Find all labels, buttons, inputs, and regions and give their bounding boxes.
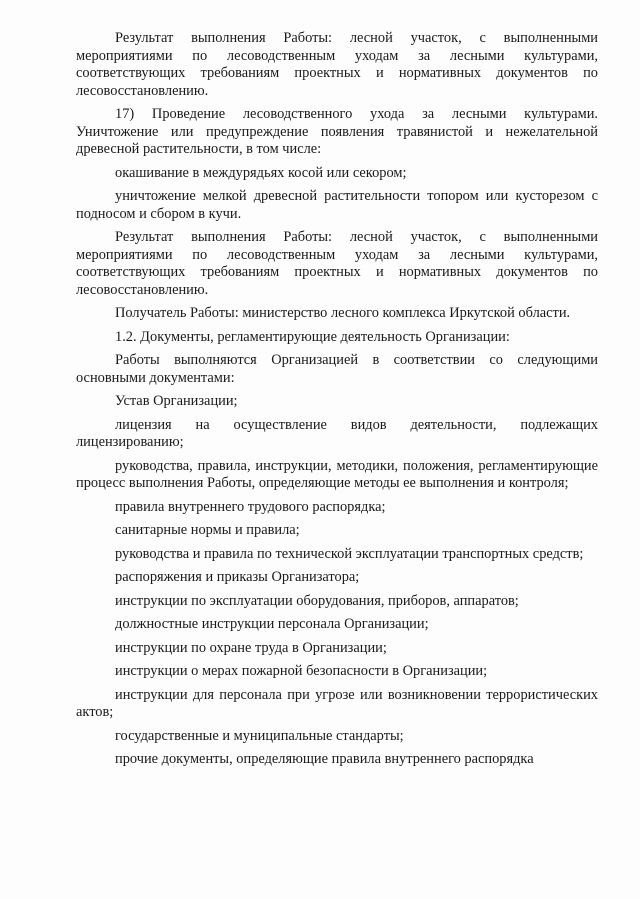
- list-item-standards: государственные и муниципальные стандарты;: [115, 727, 404, 744]
- list-item-labor-safety: инструкции по охране труда в Организации;: [115, 639, 387, 656]
- list-item-license: лицензия на осуществление видов деятельности, подлежащих лицензированию;: [76, 416, 598, 450]
- paragraph-mowing: окашивание в междурядьях косой или секором;: [115, 164, 407, 181]
- list-item-terrorism: инструкции для персонала при угрозе или возникновении террористических актов;: [76, 686, 598, 720]
- paragraph-item-17: 17) Проведение лесоводственного ухода за лесными культурами. Уничтожение или предупреждение появления травянистой и нежелательной древесной растительности, в том числе:: [76, 106, 598, 157]
- list-item-fire-safety: инструкции о мерах пожарной безопасности в Организации;: [115, 663, 488, 679]
- paragraph-result-1: Результат выполнения Работы: лесной участок, с выполненными мероприятиями по лесоводственным уходам за лесными культурами, соответствующих требованиям проектных и нормативных документов по лесовосстановлению.: [76, 30, 598, 99]
- list-item-charter: Устав Организации;: [115, 393, 238, 409]
- document-body: [76, 30, 598, 775]
- list-item-guidelines: руководства, правила, инструкции, методики, положения, регламентирующие процесс выполнения Работы, определяющие методы ее выполнения и контроля;: [76, 457, 598, 491]
- list-item-internal-rules: правила внутреннего трудового распорядка;: [115, 498, 386, 515]
- list-item-other-documents: прочие документы, определяющие правила внутреннего распорядка: [115, 751, 534, 767]
- paragraph-clearing: уничтожение мелкой древесной растительности топором или кусторезом с подносом и сбором в кучи.: [76, 188, 598, 222]
- list-item-vehicle-rules: руководства и правила по технической эксплуатации транспортных средств;: [115, 545, 584, 562]
- section-heading-1-2: 1.2. Документы, регламентирующие деятельность Организации:: [115, 328, 510, 345]
- paragraph-result-2: Результат выполнения Работы: лесной участок, с выполненными мероприятиями по лесоводственным уходам за лесными культурами, соответствующих требованиям проектных и нормативных документов по лесовосстановлению.: [76, 229, 598, 298]
- list-item-equipment-instructions: инструкции по эксплуатации оборудования, приборов, аппаратов;: [115, 592, 519, 609]
- paragraph-intro-documents: Работы выполняются Организацией в соответствии со следующими основными документами:: [76, 352, 598, 386]
- list-item-orders: распоряжения и приказы Организатора;: [115, 569, 360, 585]
- list-item-job-descriptions: должностные инструкции персонала Организации;: [115, 616, 429, 632]
- list-item-sanitary: санитарные нормы и правила;: [115, 522, 300, 538]
- paragraph-recipient: Получатель Работы: министерство лесного комплекса Иркутской области.: [115, 305, 571, 321]
